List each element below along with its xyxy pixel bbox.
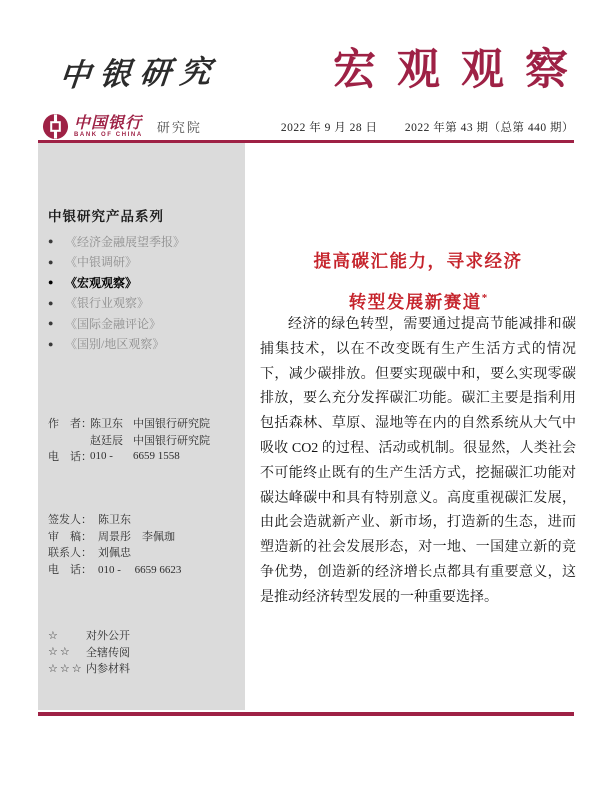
note-label: 对外公开 [86,630,130,643]
series-item-label: 《中银调研》 [65,255,138,270]
series-item-label: 《经济金融展望季报》 [65,234,186,249]
dateline [281,119,574,135]
field-value: 陈卫东 [98,514,131,527]
series-item-current [48,272,185,293]
bullet-icon: ● [48,277,54,288]
phone-prefix: 010 - [90,450,113,463]
classification-notes [48,627,130,677]
field-label: 电 话： [48,451,92,464]
bullet-icon: ● [48,318,54,329]
series-list-title: 中银研究产品系列 [48,209,164,224]
field-label: 作 者： [48,418,92,431]
field-value: 周景彤 李佩珈 [98,530,175,543]
author-name: 陈卫东 [90,418,123,431]
signoff-row [48,544,181,561]
footer-divider [38,712,574,716]
article-title [258,243,578,321]
note-label: 全辖传阅 [86,646,130,659]
author-row [48,415,210,432]
note-row [48,660,130,677]
field-label: 签发人： [48,514,92,527]
article-title-line1: 提高碳汇能力，寻求经济 [313,251,523,271]
note-row [48,644,130,661]
field-label: 联系人： [48,547,92,560]
series-item-label: 《国别/地区观察》 [65,337,165,352]
bullet-icon: ● [48,297,54,308]
author-org: 中国银行研究院 [133,434,210,447]
organization-row [42,110,202,142]
org-unit-label: 研究院 [156,119,202,135]
org-name-en: BANK OF CHINA [74,131,143,138]
bullet-icon: ● [48,338,54,349]
signoff-row [48,561,181,578]
series-item-label: 《宏观观察》 [65,275,138,290]
brand-calligraphy-logo: 中银研究 [57,53,222,95]
title-footnote-mark: * [481,292,488,304]
bullet-icon: ● [48,256,54,267]
bullet-icon: ● [48,236,54,247]
article-abstract: 经济的绿色转型，需要通过提高节能减排和碳捕集技术，以在不改变既有生产生活方式的情况下，减少碳排放。但要实现碳中和，要么实现零碳排放，要么充分发挥碳汇功能。碳汇主要是指利用包括森林、草原、湿地等在内的自然系统从大气中吸收 CO2 的过程、活动或机制。很显然，人类社会不可能终止既有的生产生活方式，挖掘碳汇功能对碳达峰碳中和具有特别意义。高度重视碳汇发展，由此会造就新产业、新市场，打造新的生态，进而塑造新的社会发展形态，对一地、一国建立新的竞争优势，创造新的经济增长点都具有重要意义，这是推动经济转型发展的一种重要选择。 [260,317,576,605]
series-item [48,313,185,334]
series-list [48,231,185,354]
field-label: 电 话： [48,563,92,576]
note-row [48,627,130,644]
note-label: 内参材料 [86,663,130,676]
signoff-block [48,511,181,577]
star-marks: ☆ [48,628,60,642]
series-item [48,252,185,273]
series-item-label: 《银行业观察》 [65,296,150,311]
bank-of-china-emblem-icon [42,113,69,140]
author-name: 赵廷辰 [90,434,123,447]
issue-number: 2022 年第 43 期（总第 440 期） [404,122,574,134]
series-item-label: 《国际金融评论》 [65,316,162,331]
series-item [48,293,185,314]
series-item [48,231,185,252]
phone-row [48,448,210,465]
publish-date: 2022 年 9 月 28 日 [280,122,378,134]
phone-number: 6659 1558 [133,450,180,463]
org-name-cn: 中国银行 [74,112,143,132]
series-item [48,334,185,355]
star-marks: ☆☆ [48,645,72,659]
signoff-row [48,511,181,528]
signoff-row [48,528,181,545]
article-title-line2: 转型发展新赛道* [348,291,488,312]
authors-block [48,415,210,465]
field-label: 审 稿： [48,530,92,543]
author-row [48,432,210,449]
star-marks: ☆☆☆ [48,661,84,675]
sidebar [38,143,245,710]
bank-of-china-wordmark [74,112,143,138]
publication-title: 宏观观察 [333,47,589,94]
field-value: 010 - 6659 6623 [98,563,182,576]
author-org: 中国银行研究院 [133,418,210,431]
field-value: 刘佩忠 [98,547,131,560]
